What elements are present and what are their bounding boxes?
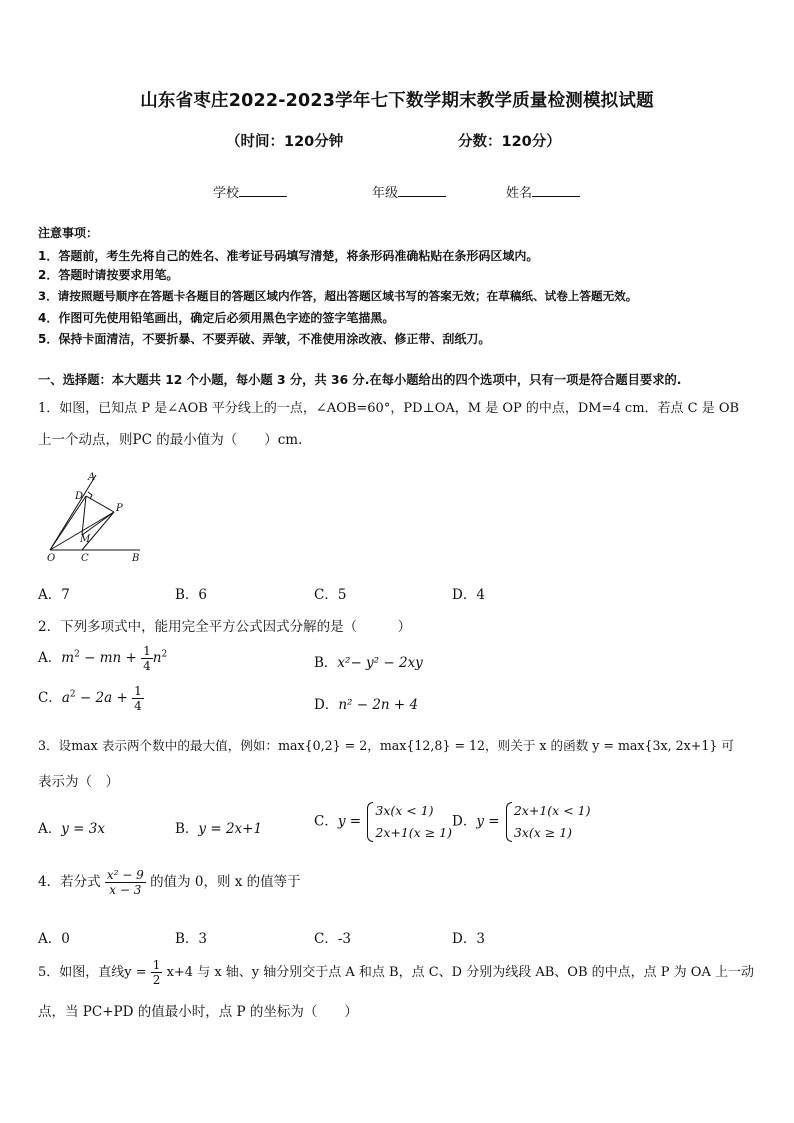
exam-score: 分数：120分） bbox=[458, 134, 561, 150]
q2-d-label: D． bbox=[314, 697, 339, 713]
q2-option-d[interactable] bbox=[314, 693, 418, 713]
note-item: 3．请按照题号顺序在答题卡各题目的答题区域内作答，超出答题区域书写的答案无效；在草稿纸、试卷上答题无效。 bbox=[38, 289, 638, 303]
fig-label-c: C bbox=[81, 553, 89, 564]
q3-option-a[interactable] bbox=[38, 817, 105, 837]
q5-post: x+4 与 x 轴、y 轴分别交于点 A 和点 B，点 C、D 分别为线段 AB、OB 的中点，点 P 为 OA 上一动 bbox=[166, 965, 754, 980]
q1-option-d[interactable]: D．4 bbox=[452, 587, 485, 603]
q3-stem: 3．设max 表示两个数中的最大值，例如：max{0,2} = 2，max{12,8} = 12，则关于 x 的函数 y = max{3x, 2x+1} 可 bbox=[38, 738, 734, 753]
grade-field[interactable] bbox=[372, 182, 446, 201]
q3-d-label: D． bbox=[452, 813, 477, 830]
q3-c-bot: 2x+1(x ≥ 1) bbox=[375, 825, 452, 840]
q5-stem bbox=[38, 958, 754, 987]
fig-label-p: P bbox=[116, 503, 123, 514]
q5-pre: 5．如图，直线y = bbox=[38, 965, 147, 980]
fig-label-m: M bbox=[80, 534, 91, 545]
q3-d-piecewise bbox=[504, 800, 591, 844]
q4-option-c[interactable]: C．-3 bbox=[314, 931, 351, 947]
exam-time: （时间：120分钟 bbox=[226, 134, 344, 150]
q2-option-b[interactable] bbox=[314, 651, 423, 671]
q3-b-expr: y = 2x+1 bbox=[198, 821, 263, 837]
fig-label-o: O bbox=[47, 553, 56, 564]
q1-option-b[interactable]: B．6 bbox=[175, 587, 208, 603]
q2-a-tail: n bbox=[152, 650, 162, 666]
name-label: 姓名 bbox=[506, 186, 533, 201]
page-title: 山东省枣庄2022-2023学年七下数学期末教学质量检测模拟试题 bbox=[140, 91, 654, 111]
q2-c-expr2: − 2a + bbox=[75, 690, 133, 706]
q4-pre: 4．若分式 bbox=[38, 874, 101, 890]
name-blank bbox=[532, 184, 580, 197]
note-item: 4．作图可先使用铅笔画出，确定后必须用黑色字迹的签字笔描黑。 bbox=[38, 311, 395, 325]
q2-c-label: C． bbox=[38, 690, 62, 706]
q2-a-expr2: − mn + bbox=[79, 650, 142, 666]
q3-a-expr: y = 3x bbox=[61, 821, 105, 837]
q5-fraction bbox=[151, 958, 163, 987]
note-item: 5．保持卡面清洁，不要折暴、不要弄破、弄皱，不准使用涂改液、修正带、刮纸刀。 bbox=[38, 332, 491, 346]
q4-option-b[interactable]: B．3 bbox=[175, 931, 208, 947]
q2-d-expr: n² − 2n + 4 bbox=[338, 697, 419, 713]
fig-label-a: A bbox=[88, 472, 96, 483]
q4-option-d[interactable]: D．3 bbox=[452, 931, 485, 947]
q3-d-top: 2x+1(x < 1) bbox=[513, 803, 591, 818]
q2-option-c[interactable]: C．$a^2 - 2a$ + $\frac{1}{4}$ bbox=[38, 684, 142, 713]
q3-c-pre: y = bbox=[337, 813, 362, 830]
q1-option-a[interactable]: A．7 bbox=[38, 587, 70, 603]
q2-b-label: B． bbox=[314, 655, 338, 671]
q2-a-label: A． bbox=[38, 650, 62, 666]
q2-a-expr1: m bbox=[61, 650, 75, 666]
q4-den: x − 3 bbox=[109, 883, 142, 897]
q5-stem-line2: 点，当 PC+PD 的值最小时，点 P 的坐标为（ ） bbox=[38, 1004, 358, 1020]
note-item: 1．答题前，考生先将自己的姓名、准考证号码填写清楚，将条形码准确粘贴在条形码区域内。 bbox=[38, 249, 539, 263]
q4-option-a[interactable]: A．0 bbox=[38, 931, 70, 947]
q2-c-fraction bbox=[132, 684, 144, 713]
school-blank bbox=[239, 184, 287, 197]
q3-c-piecewise bbox=[365, 800, 452, 844]
fig-label-b: B bbox=[132, 553, 140, 564]
q3-stem-line2: 表示为（ ） bbox=[38, 774, 119, 790]
q3-option-b[interactable] bbox=[175, 817, 262, 837]
q3-c-label: C． bbox=[314, 813, 338, 830]
q1-stem-line1: 1．如图，已知点 P 是∠AOB 平分线上的一点，∠AOB=60°，PD⊥OA，M 是 OP 的中点，DM=4 cm．若点 C 是 OB bbox=[38, 401, 740, 416]
q3-c-top: 3x(x < 1) bbox=[375, 803, 434, 818]
q2-c-num: 1 bbox=[134, 684, 142, 698]
fig-label-d: D bbox=[75, 491, 84, 502]
q3-d-bot: 3x(x ≥ 1) bbox=[513, 825, 573, 840]
q3-option-c[interactable] bbox=[314, 800, 452, 844]
q2-a-num: 1 bbox=[143, 644, 151, 658]
q4-post: 的值为 0，则 x 的值等于 bbox=[150, 874, 301, 890]
q5-num: 1 bbox=[152, 958, 161, 972]
q2-c-den: 4 bbox=[134, 699, 142, 713]
q5-den: 2 bbox=[152, 973, 161, 987]
q4-num: x² − 9 bbox=[106, 868, 144, 882]
section-heading: 一、选择题：本大题共 12 个小题，每小题 3 分，共 36 分.在每小题给出的四个选项中，只有一项是符合题目要求的. bbox=[38, 373, 682, 387]
q3-b-label: B． bbox=[175, 821, 199, 837]
q2-stem: 2．下列多项式中，能用完全平方公式因式分解的是（ ） bbox=[38, 619, 412, 635]
grade-label: 年级 bbox=[372, 186, 399, 201]
q4-stem bbox=[38, 868, 301, 897]
q3-a-label: A． bbox=[38, 821, 62, 837]
q2-option-a[interactable]: A．$m^2$ − mn + $\frac{1}{4}$ $n^2$ bbox=[38, 644, 168, 673]
q2-a-den: 4 bbox=[143, 659, 151, 673]
q1-stem-line2: 上一个动点，则PC 的最小值为（ ）cm. bbox=[38, 432, 303, 448]
note-item: 2．答题时请按要求用笔。 bbox=[38, 268, 179, 282]
grade-blank bbox=[398, 184, 446, 197]
name-field[interactable] bbox=[506, 182, 580, 201]
q1-geometry-figure bbox=[40, 470, 152, 565]
notes-heading: 注意事项： bbox=[38, 226, 99, 240]
q2-b-expr: x²− y² − 2xy bbox=[337, 655, 423, 671]
q1-option-c[interactable]: C．5 bbox=[314, 587, 347, 603]
q2-a-fraction bbox=[141, 644, 153, 673]
q4-fraction bbox=[105, 868, 146, 897]
q2-c-expr1: a bbox=[61, 690, 70, 706]
q3-option-d[interactable] bbox=[452, 800, 590, 844]
school-field[interactable] bbox=[213, 182, 287, 201]
q3-d-pre: y = bbox=[476, 813, 500, 830]
school-label: 学校 bbox=[213, 186, 240, 201]
